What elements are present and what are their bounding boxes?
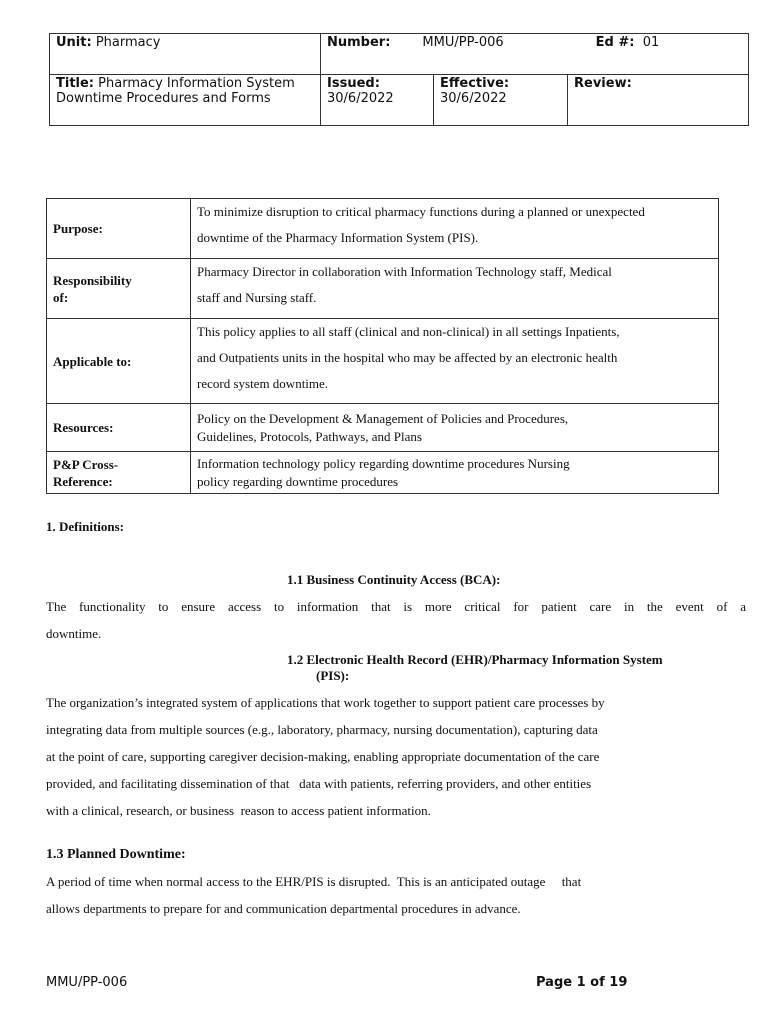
effective-label: Effective: bbox=[440, 76, 510, 91]
issued-cell bbox=[321, 75, 434, 126]
number-label: Number: bbox=[327, 35, 391, 50]
row-label bbox=[47, 452, 191, 494]
unit-label: Unit: bbox=[56, 35, 92, 50]
paragraph-line: The functionality to ensure access to information that is more critical for patient care in the event of a bbox=[46, 599, 746, 614]
section-heading: 1. Definitions: bbox=[46, 519, 124, 534]
row-value bbox=[191, 452, 719, 494]
table-row bbox=[47, 319, 719, 404]
row-value bbox=[191, 199, 719, 259]
title-cell bbox=[50, 75, 321, 126]
table-row bbox=[47, 199, 719, 259]
value-line: Information technology policy regarding downtime procedures Nursing bbox=[197, 455, 570, 471]
footer-page-number: Page 1 of 19 bbox=[536, 975, 628, 990]
paragraph-line: allows departments to prepare for and communication departmental procedures in advance. bbox=[46, 901, 521, 916]
policy-info-table bbox=[46, 198, 719, 494]
review-label: Review: bbox=[574, 76, 632, 91]
value-line: Pharmacy Director in collaboration with Information Technology staff, Medical bbox=[197, 264, 612, 279]
header-table bbox=[49, 33, 749, 126]
number-value: MMU/PP-006 bbox=[422, 35, 504, 50]
label-text: Responsibility bbox=[53, 272, 132, 288]
row-label bbox=[47, 259, 191, 319]
label-text: P&P Cross- bbox=[53, 456, 119, 472]
subsection-heading: 1.2 Electronic Health Record (EHR)/Pharmacy Information System bbox=[287, 652, 663, 667]
value-line: Guidelines, Protocols, Pathways, and Plans bbox=[197, 428, 422, 444]
value-line: Policy on the Development & Management of Policies and Procedures, bbox=[197, 410, 569, 426]
paragraph-line: at the point of care, supporting caregiver decision-making, enabling appropriate documentation of the care bbox=[46, 749, 600, 764]
row-label bbox=[47, 199, 191, 259]
label-text: Resources: bbox=[53, 420, 114, 435]
effective-cell bbox=[434, 75, 568, 126]
title-value: Pharmacy Information System bbox=[98, 76, 295, 91]
issued-value: 30/6/2022 bbox=[327, 91, 394, 106]
ed-label: Ed #: bbox=[595, 35, 635, 50]
value-line: record system downtime. bbox=[197, 376, 329, 391]
value-line: To minimize disruption to critical pharmacy functions during a planned or unexpected bbox=[197, 204, 645, 219]
table-row bbox=[47, 259, 719, 319]
paragraph-line: provided, and facilitating dissemination of that data with patients, referring providers, and other entities bbox=[46, 776, 592, 791]
label-text: of: bbox=[53, 289, 69, 305]
title-label: Title: bbox=[56, 76, 95, 91]
title-value-2: Downtime Procedures and Forms bbox=[56, 91, 271, 106]
number-cell bbox=[321, 34, 749, 75]
row-label bbox=[47, 319, 191, 404]
ed-value: 01 bbox=[642, 35, 660, 50]
paragraph-line: downtime. bbox=[46, 626, 102, 641]
effective-value: 30/6/2022 bbox=[440, 91, 507, 106]
row-value bbox=[191, 319, 719, 404]
unit-value: Pharmacy bbox=[95, 35, 161, 50]
subsection-heading-cont: (PIS): bbox=[316, 668, 350, 683]
label-text: Reference: bbox=[53, 473, 113, 489]
row-value bbox=[191, 404, 719, 452]
subsection-heading: 1.1 Business Continuity Access (BCA): bbox=[287, 572, 501, 587]
paragraph-line: with a clinical, research, or business reason to access patient information. bbox=[46, 803, 431, 818]
table-row bbox=[47, 404, 719, 452]
row-value bbox=[191, 259, 719, 319]
table-row bbox=[47, 452, 719, 494]
paragraph-line: The organization’s integrated system of applications that work together to support patient care processes by bbox=[46, 695, 605, 710]
label-text: Applicable to: bbox=[53, 353, 132, 369]
review-cell bbox=[568, 75, 749, 126]
value-line: policy regarding downtime procedures bbox=[197, 473, 399, 489]
label-text: Purpose: bbox=[53, 221, 103, 236]
unit-cell bbox=[50, 34, 321, 75]
value-line: This policy applies to all staff (clinical and non-clinical) in all settings Inpatients, bbox=[197, 324, 620, 339]
subsection-heading: 1.3 Planned Downtime: bbox=[46, 847, 186, 862]
row-label bbox=[47, 404, 191, 452]
paragraph-line: A period of time when normal access to the EHR/PIS is disrupted. This is an anticipated outage that bbox=[46, 874, 582, 889]
value-line: and Outpatients units in the hospital who may be affected by an electronic health bbox=[197, 350, 618, 365]
issued-label: Issued: bbox=[327, 76, 380, 91]
footer-doc-number: MMU/PP-006 bbox=[46, 975, 128, 990]
paragraph-line: integrating data from multiple sources (e.g., laboratory, pharmacy, nursing documentation), capturing data bbox=[46, 722, 598, 737]
value-line: staff and Nursing staff. bbox=[197, 290, 317, 305]
value-line: downtime of the Pharmacy Information System (PIS). bbox=[197, 230, 479, 245]
